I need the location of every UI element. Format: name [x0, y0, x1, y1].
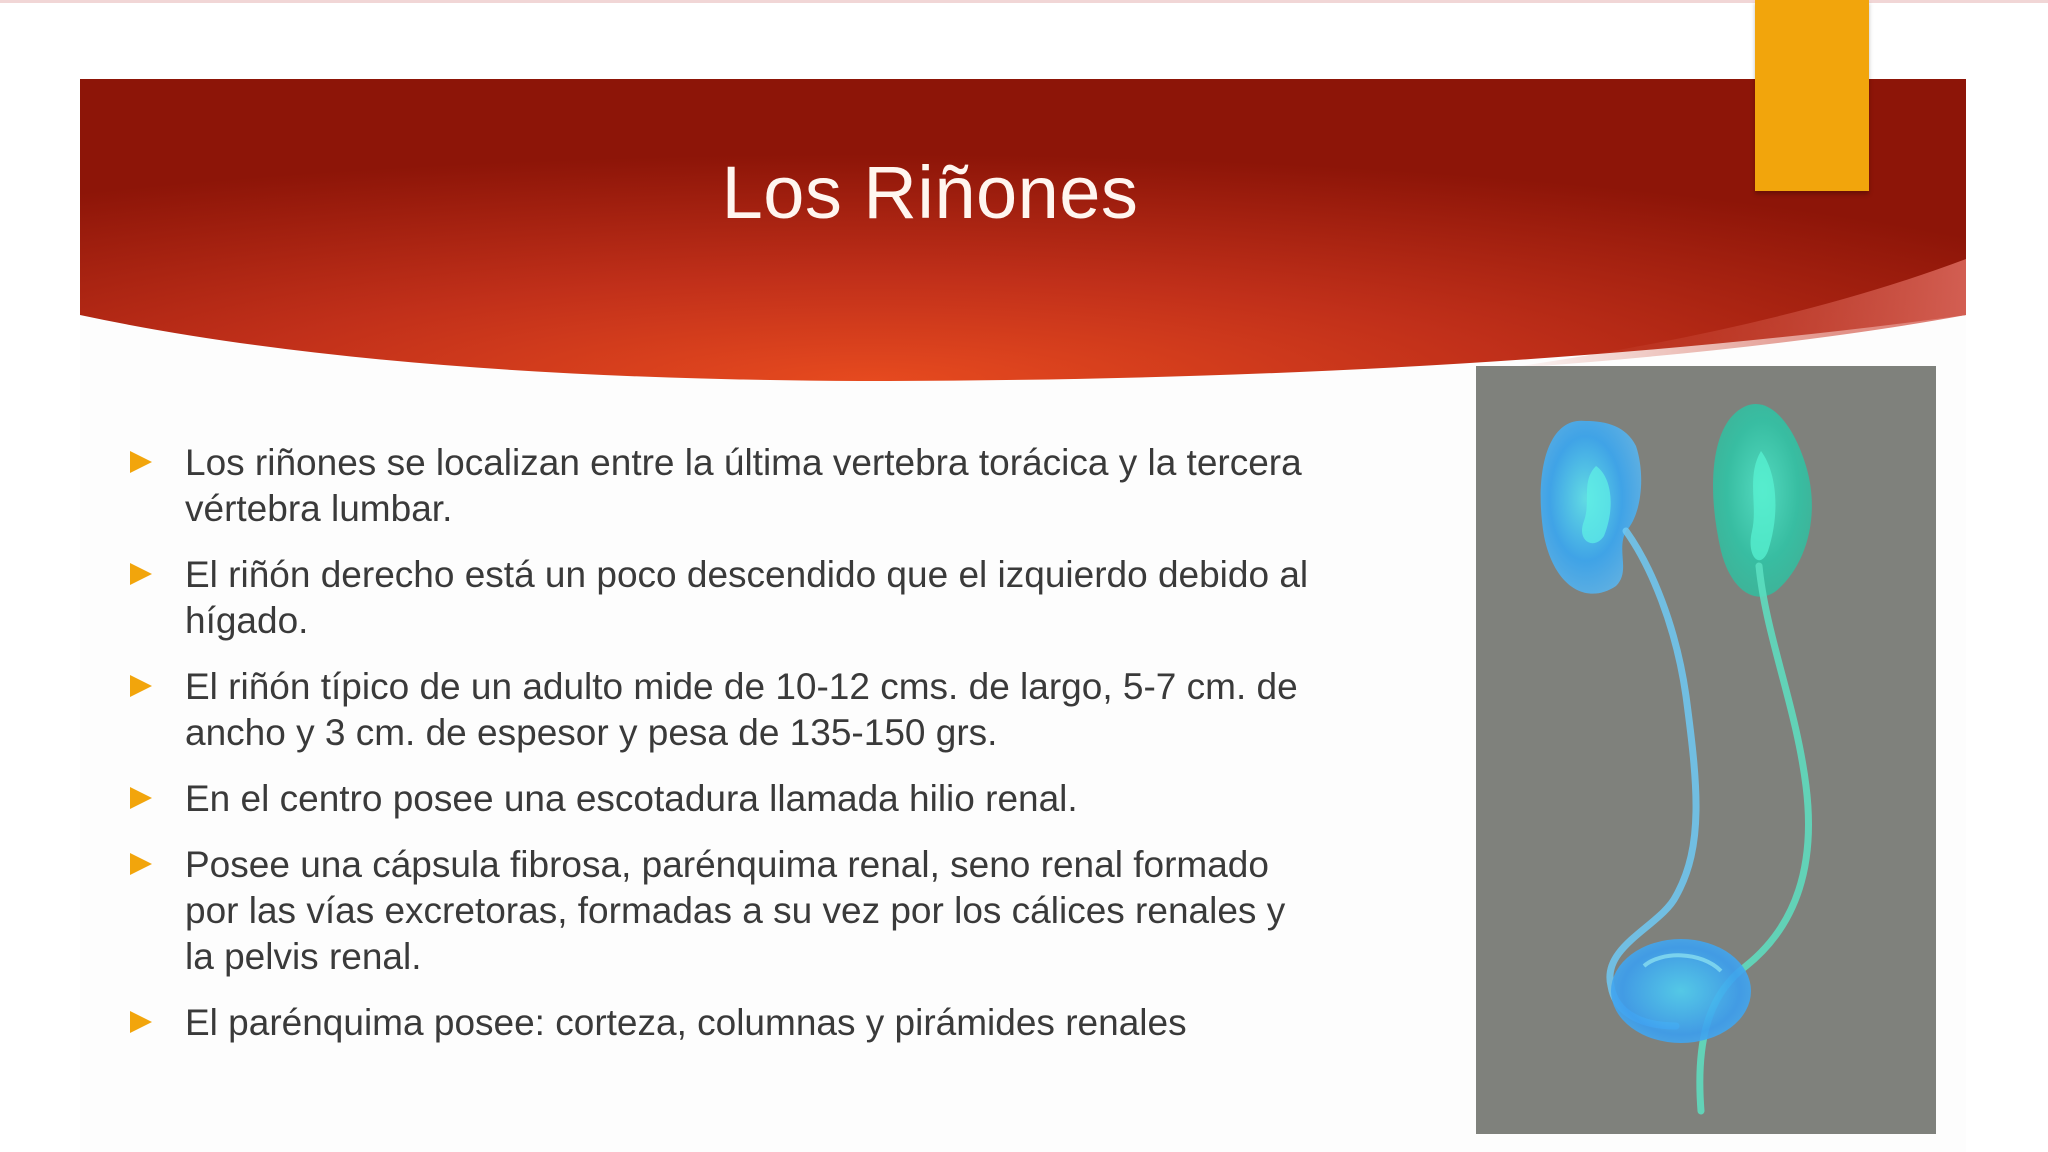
bullet-item [130, 664, 1310, 756]
triangle-right-icon [130, 451, 152, 473]
kidney-illustration [1476, 366, 1936, 1134]
triangle-right-icon [130, 675, 152, 697]
bullet-item [130, 776, 1310, 822]
triangle-right-icon [130, 1011, 152, 1033]
triangle-right-icon [130, 787, 152, 809]
bullet-text: El riñón derecho está un poco descendido que el izquierdo debido al hígado. [185, 554, 1309, 641]
top-border-line [0, 0, 2048, 3]
bullet-list [130, 440, 1310, 1066]
triangle-right-icon [130, 853, 152, 875]
bullet-item [130, 1000, 1310, 1046]
bullet-text: El riñón típico de un adulto mide de 10-12 cms. de largo, 5-7 cm. de ancho y 3 cm. de espesor y pesa de 135-150 grs. [185, 666, 1298, 753]
bullet-text: El parénquima posee: corteza, columnas y pirámides renales [185, 1002, 1187, 1043]
bullet-item [130, 842, 1310, 980]
kidney-urinary-tract-image [1476, 366, 1936, 1134]
bullet-item [130, 552, 1310, 644]
triangle-right-icon [130, 563, 152, 585]
bullet-item [130, 440, 1310, 532]
slide-title: Los Riñones [721, 151, 1139, 234]
bullet-text: Los riñones se localizan entre la última vertebra torácica y la tercera vértebra lumbar. [185, 442, 1302, 529]
bullet-text: En el centro posee una escotadura llamada hilio renal. [185, 778, 1078, 819]
bullet-text: Posee una cápsula fibrosa, parénquima renal, seno renal formado por las vías excretoras, formadas a su vez por los cálices renales y la pelvis renal. [185, 844, 1286, 977]
